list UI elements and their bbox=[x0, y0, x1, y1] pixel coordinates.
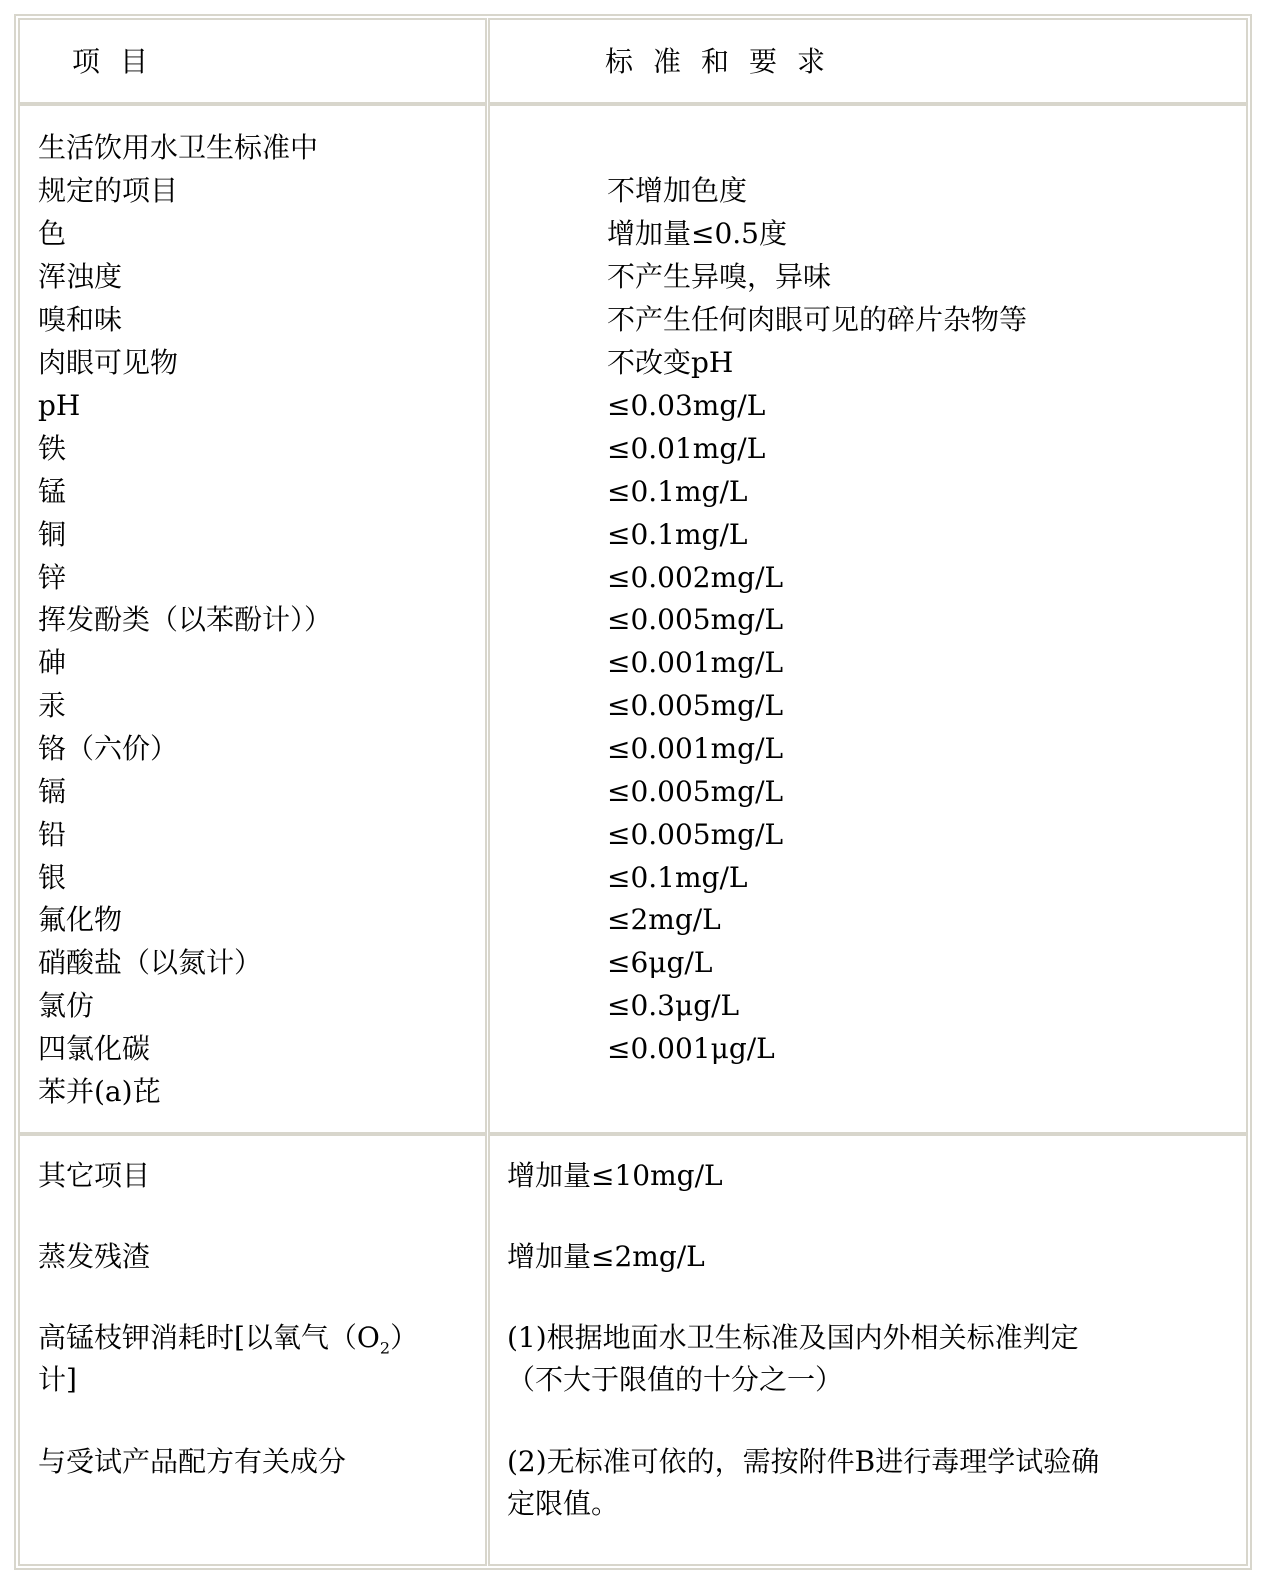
section1-standards-cell bbox=[488, 104, 1248, 1134]
section1-standard: ≤0.01mg/L bbox=[607, 432, 766, 465]
section1-standard: ≤6μg/L bbox=[607, 946, 713, 979]
section1-standard: 不增加色度 bbox=[607, 174, 748, 207]
section2-standard-toxicology-cont: 定限值。 bbox=[507, 1487, 620, 1520]
section2-standard-judgement-cont: （不大于限值的十分之一） bbox=[507, 1363, 844, 1396]
section2-standard-residue: 增加量≤2mg/L bbox=[507, 1240, 705, 1273]
section1-item: 硝酸盐（以氮计） bbox=[38, 946, 263, 979]
section1-item: 汞 bbox=[38, 689, 67, 722]
section1-item: 浑浊度 bbox=[38, 260, 123, 293]
section1-standard: ≤0.001μg/L bbox=[607, 1032, 775, 1065]
section1-item: pH bbox=[38, 389, 81, 422]
section2-item-formula: 与受试产品配方有关成分 bbox=[38, 1445, 347, 1478]
section2-standard-other: 增加量≤10mg/L bbox=[507, 1159, 723, 1192]
section1-standard: ≤0.001mg/L bbox=[607, 732, 784, 765]
section1-item: 锌 bbox=[38, 561, 67, 594]
section1-standard: 增加量≤0.5度 bbox=[607, 217, 787, 250]
section1-item: 嗅和味 bbox=[38, 303, 123, 336]
section1-standard: ≤0.3μg/L bbox=[607, 989, 740, 1022]
section2-standard-toxicology: (2)无标准可依的，需按附件B进行毒理学试验确 bbox=[507, 1445, 1100, 1478]
section1-standard: ≤0.005mg/L bbox=[607, 689, 784, 722]
section1-item: 生活饮用水卫生标准中 bbox=[38, 131, 319, 164]
section1-standard: ≤0.005mg/L bbox=[607, 775, 784, 808]
section2-standard-judgement: (1)根据地面水卫生标准及国内外相关标准判定 bbox=[507, 1321, 1079, 1354]
section1-item: 氯仿 bbox=[38, 989, 95, 1022]
section1-standard: ≤0.005mg/L bbox=[607, 603, 784, 636]
section1-item: 氟化物 bbox=[38, 903, 123, 936]
section1-standard: 不产生任何肉眼可见的碎片杂物等 bbox=[607, 303, 1028, 336]
header-standard-title: 标准和要求 bbox=[605, 45, 846, 78]
section2-item-permanganate-cont: 计] bbox=[38, 1363, 77, 1396]
section1-item: 银 bbox=[38, 861, 67, 894]
section1-item: 苯并(a)芘 bbox=[38, 1075, 161, 1108]
section2-item-permanganate: 高锰枝钾消耗时[以氧气$(O_2)$ bbox=[38, 1321, 419, 1358]
section1-standard: ≤0.002mg/L bbox=[607, 561, 784, 594]
section1-item: 砷 bbox=[38, 646, 67, 679]
section1-item: 铜 bbox=[38, 518, 67, 551]
section1-standard: ≤0.005mg/L bbox=[607, 818, 784, 851]
section2-item-residue: 蒸发残渣 bbox=[38, 1240, 151, 1273]
section2-item-other: 其它项目 bbox=[38, 1159, 151, 1192]
section1-standard: 不产生异嗅，异味 bbox=[607, 260, 832, 293]
section1-item: 铬（六价） bbox=[38, 732, 179, 765]
section1-standard: 不改变pH bbox=[607, 346, 734, 379]
header-item-title: 项目 bbox=[72, 45, 169, 78]
section1-item: 肉眼可见物 bbox=[38, 346, 179, 379]
section1-item: 镉 bbox=[38, 775, 67, 808]
section1-item: 铅 bbox=[38, 818, 67, 851]
section1-standard: ≤0.1mg/L bbox=[607, 861, 748, 894]
section1-standard: ≤2mg/L bbox=[607, 903, 721, 936]
section1-item: 规定的项目 bbox=[38, 174, 179, 207]
section1-item: 四氯化碳 bbox=[38, 1032, 151, 1065]
section1-standard: ≤0.1mg/L bbox=[607, 518, 748, 551]
section1-item: 锰 bbox=[38, 475, 67, 508]
section1-item: 色 bbox=[38, 217, 67, 250]
section1-item: 挥发酚类（以苯酚计）） bbox=[38, 603, 333, 636]
section1-standard: ≤0.1mg/L bbox=[607, 475, 748, 508]
section1-standard: ≤0.03mg/L bbox=[607, 389, 766, 422]
section1-item: 铁 bbox=[38, 432, 67, 465]
section1-standard: ≤0.001mg/L bbox=[607, 646, 784, 679]
header-cell-standard bbox=[488, 18, 1248, 104]
